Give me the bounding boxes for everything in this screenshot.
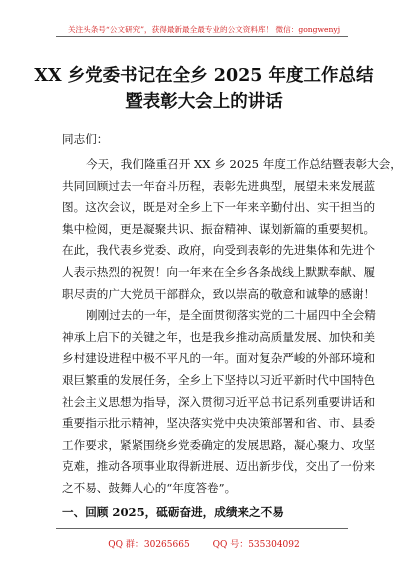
paragraph-line: 集中检阅，更是凝聚共识、振奋精神、谋划新篇的重要契机。 — [62, 221, 376, 236]
qq-account-number: QQ 号：535304092 — [212, 540, 300, 550]
paragraph-line: 社会主义思想为指导，深入贯彻习近平总书记系列重要讲话和 — [62, 394, 376, 409]
paragraph-line: 人表示热烈的祝贺！向一年来在全乡各条战线上默默奉献、履 — [62, 265, 376, 279]
paragraph-line: 艰巨繁重的发展任务，全乡上下坚持以习近平新时代中国特色 — [62, 373, 376, 387]
paragraph-line: 刚刚过去的一年，是全面贯彻落实党的二十届四中全会精 — [86, 308, 376, 323]
footer-contact — [0, 537, 408, 550]
paragraph-line: 今天，我们隆重召开 XX 乡 2025 年度工作总结暨表彰大会， — [86, 157, 402, 171]
paragraph-line: 共同回顾过去一年奋斗历程，表彰先进典型，展望未来发展蓝 — [62, 178, 376, 193]
paragraph-line: 在此，我代表乡党委、政府，向受到表彰的先进集体和先进个 — [62, 243, 376, 258]
footer-divider — [56, 528, 348, 529]
section-heading: 一、回顾 2025，砥砺奋进，成绩来之不易 — [62, 504, 284, 519]
paragraph-line: 工作要求，紧紧围绕乡党委确定的发展思路，凝心聚力、攻坚 — [62, 437, 376, 452]
paragraph-line: 图。这次会议，既是对全乡上下一年来辛勤付出、实干担当的 — [62, 200, 376, 215]
paragraph-line: 乡村建设进程中极不平凡的一年。面对复杂严峻的外部环境和 — [62, 351, 376, 366]
paragraph-line: 克难，推动各项事业取得新进展、迈出新步伐，交出了一份来 — [62, 459, 376, 474]
paragraph-line: 重要指示批示精神，坚决落实党中央决策部署和省、市、县委 — [62, 416, 376, 431]
paragraph-line: 之不易、鼓舞人心的“年度答卷”。 — [62, 481, 237, 495]
salutation: 同志们： — [62, 132, 109, 146]
paragraph-line: 神承上启下的关键之年，也是我乡推动高质量发展、加快和美 — [62, 329, 376, 344]
paragraph-line: 职尽责的广大党员干部群众，致以崇高的敬意和诚挚的感谢！ — [62, 286, 376, 301]
document-title-line-1: XX 乡党委书记在全乡 2025 年度工作总结 — [34, 66, 374, 86]
qq-group-number: QQ 群：30265665 — [108, 540, 190, 550]
header-note: 关注头条号“公文研究”，获得最新最全最专业的公文资料库！ 微信：gongwenyj — [67, 25, 341, 34]
document-title-line-2: 暨表彰大会上的讲话 — [125, 92, 283, 112]
header-divider — [56, 36, 348, 37]
